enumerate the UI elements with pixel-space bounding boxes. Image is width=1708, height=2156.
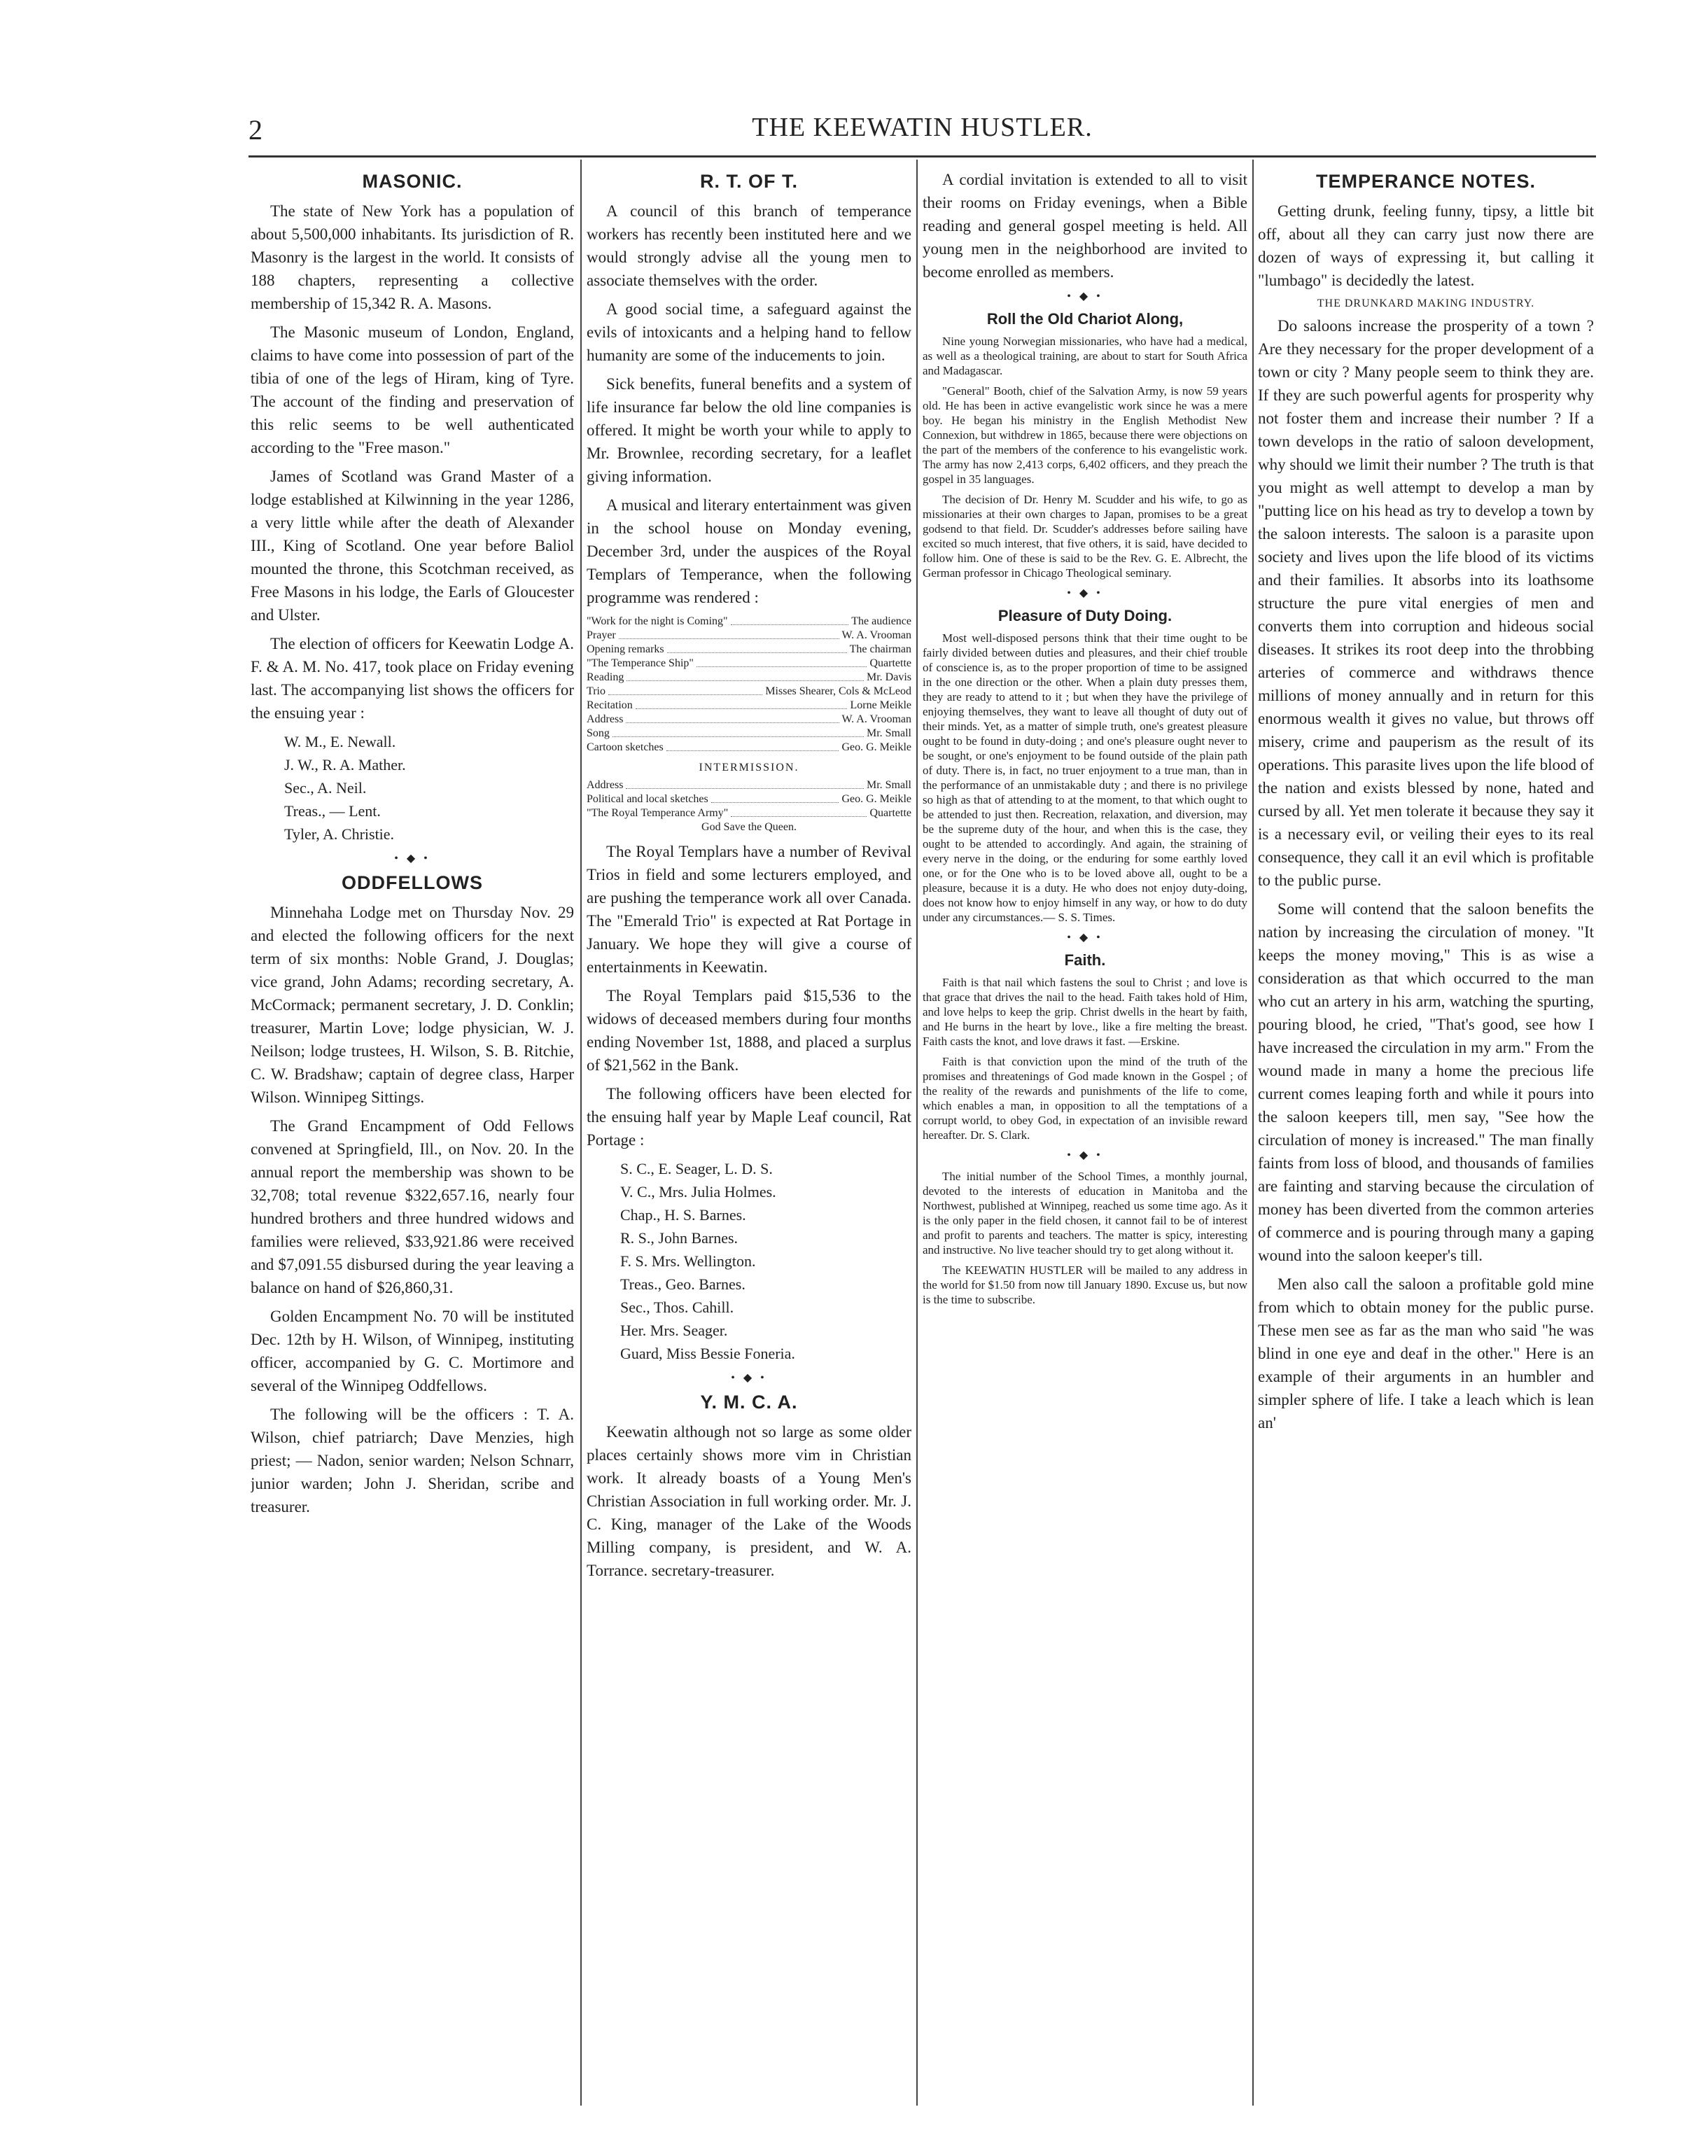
article-paragraph: Keewatin although not so large as some older places certainly shows more vim in Christian work. It already boasts of a Young Men's Christian Association in full working order. Mr. J. C. King, manager of the Lake of the Woods Milling company, is president, and W. A. Torrance. secretary-treasurer. — [587, 1423, 911, 1579]
programme-item: Trio Misses Shearer, Cols & McLeod — [587, 685, 911, 697]
article-paragraph: The KEEWATIN HUSTLER will be mailed to any address in the world for $1.50 from now till January 1890. Excuse us, but now is the time to subscribe. — [923, 1264, 1247, 1306]
officer-item: V. C., Mrs. Julia Holmes. — [620, 1183, 776, 1200]
article-paragraph: "General" Booth, chief of the Salvation Army, is now 59 years old. He has been in active evangelistic work since he was a mere boy. He began his ministry in the English Methodist New Connexion, but withdrew in 1865, because there were objections on the part of the members of the conference to his evangelistic work. The army has now 2,413 corps, 6,402 officers, and they preach the gospel in 35 languages. — [923, 384, 1247, 486]
officer-item: Treas., — Lent. — [284, 802, 381, 820]
column-4 — [1258, 168, 1594, 2100]
programme-item: Address W. A. Vrooman — [587, 713, 911, 725]
officer-item: S. C., E. Seager, L. D. S. — [620, 1160, 773, 1177]
officer-item: J. W., R. A. Mather. — [284, 756, 406, 774]
article-paragraph: James of Scotland was Grand Master of a lodge established at Kilwinning in the year 1286, a very little while after the death of Alexander III., King of Scotland. One year before Baliol mounted the throne, this Scotchman received, as Free Masons in his lodge, the Earls of Gloucester and Ulster. — [251, 468, 574, 624]
masonic-heading: MASONIC. — [362, 171, 463, 192]
ornament-divider: • ◆ • — [1067, 290, 1103, 302]
programme-item: "The Royal Temperance Army" Quartette — [587, 807, 911, 819]
article-paragraph: The Grand Encampment of Odd Fellows convened at Springfield, Ill., on Nov. 20. In the annual report the membership was shown to be 32,708; total revenue $322,657.16, nearly four hundred brothers and three hundred widows and families were relieved, $33,921.86 were received and $7,091.55 disbursed during the year leaving a balance on hand of $26,860,31. — [251, 1117, 574, 1296]
paper-title: THE KEEWATIN HUSTLER. — [752, 113, 1093, 142]
column-rule — [1252, 160, 1254, 2106]
article-paragraph: Getting drunk, feeling funny, tipsy, a little bit off, about all they can carry just now there are dozen of ways of expressing it, but calling it "lumbago" is decidedly the latest. — [1258, 202, 1594, 289]
column-3 — [923, 168, 1247, 2100]
column-2 — [587, 168, 911, 2100]
article-paragraph: The state of New York has a population of about 5,500,000 inhabitants. Its jurisdiction of R. Masonry is the largest in the world. It consists of 188 chapters, representing a collective membership of 15,342 R. A. Masons. — [251, 202, 574, 312]
officer-item: Her. Mrs. Seager. — [620, 1322, 728, 1339]
ornament-divider: • ◆ • — [1067, 932, 1103, 944]
officer-item: F. S. Mrs. Wellington. — [620, 1252, 756, 1270]
article-paragraph: Sick benefits, funeral benefits and a system of life insurance far below the old line companies is offered. It might be worth your while to apply to Mr. Brownlee, recording secretary, for a leaflet giving information. — [587, 375, 911, 485]
officer-item: Guard, Miss Bessie Foneria. — [620, 1345, 795, 1362]
article-paragraph: Faith is that conviction upon the mind of the truth of the promises and threatenings of God made known in the Gospel ; of the reality of the rewards and punishments of the life to come, which enables a man, in opposition to all the temptations of a corrupt world, to obey God, in expectation of an invisible reward hereafter. Dr. S. Clark. — [923, 1055, 1247, 1142]
officer-item: Sec., A. Neil. — [284, 779, 367, 797]
article-paragraph: The initial number of the School Times, a monthly journal, devoted to the interests of education in Manitoba and the Northwest, published at Winnipeg, reached us some time ago. As it is the only paper in the field chosen, it cannot fail to be of interest and profit to parents and teachers. The matter is spicy, interesting and instructive. No live teacher should try to get along without it. — [923, 1170, 1247, 1256]
programme-item: Reading Mr. Davis — [587, 671, 911, 683]
pleasure-heading: Pleasure of Duty Doing. — [997, 607, 1172, 624]
officer-item: R. S., John Barnes. — [620, 1229, 738, 1247]
article-paragraph: The following officers have been elected for the ensuing half year by Maple Leaf council, Rat Portage : — [587, 1085, 911, 1149]
article-paragraph: Do saloons increase the prosperity of a town ? Are they necessary for the proper development of a town or city ? Many people seem to think they are. If they are such powerful agents for prosperity why not foster them and increase their number ? If a town develops in the ratio of saloon development, why should we limit their number ? The truth is that you might as well attempt to develop a man by "putting lice on his head as try to develop a town by the saloon interests. The saloon is a parasite upon society and lives upon the life blood of its victims and their families. It absorbs into its loathsome structure the pure vital energies of men and converts them into corruption and hideous social diseases. It strikes its root deep into the throbbing arteries of commerce and withdraws thence millions of money annually and in return for this enormous wealth it gives no value, but throws off misery, crime and pauperism as the result of its operations. This parasite lives upon the life blood of the nation and exists blessed by none, hated and cursed by all. Yet men tolerate it because they say it is a necessary evil, or veiling their eyes to its real consequence, they call it an evil which is profitable to the public purse. — [1258, 317, 1594, 889]
programme-item: Prayer W. A. Vrooman — [587, 629, 911, 641]
article-paragraph: The following will be the officers : T. A. Wilson, chief patriarch; Dave Menzies, high priest; — Nadon, senior warden; Nelson Schnarr, junior warden; John J. Sheridan, scribe and treasurer. — [251, 1406, 574, 1516]
programme-item: Recitation Lorne Meikle — [587, 699, 911, 711]
article-paragraph: The Royal Templars paid $15,536 to the widows of deceased members during four months ending November 1st, 1888, and placed a surplus of $21,562 in the Bank. — [587, 987, 911, 1074]
programme-closing: God Save the Queen. — [701, 821, 797, 833]
programme-item: "Work for the night is Coming" The audience — [587, 615, 911, 627]
intermission-label: INTERMISSION. — [699, 762, 799, 774]
oddfellows-heading: ODDFELLOWS — [342, 872, 483, 893]
column-rule — [580, 160, 582, 2106]
header-rule — [248, 155, 1596, 158]
article-paragraph: A council of this branch of temperance workers has recently been instituted here and we would strongly advise all the young men to associate themselves with the order. — [587, 202, 911, 289]
programme-item: Cartoon sketches Geo. G. Meikle — [587, 741, 911, 753]
article-paragraph: A musical and literary entertainment was given in the school house on Monday evening, December 3rd, under the auspices of the Royal Templars of Temperance, when the following programme was rendered : — [587, 496, 911, 606]
article-paragraph: A cordial invitation is extended to all to visit their rooms on Friday evenings, when a Bible reading and general gospel meeting is held. All young men in the neighborhood are invited to become enrolled as members. — [923, 171, 1247, 281]
ornament-divider: • ◆ • — [394, 853, 430, 864]
programme-list-2 — [587, 778, 911, 834]
article-paragraph: The Masonic museum of London, England, claims to have come into possession of part of the tibia of one of the legs of Hiram, king of Tyre. The account of the finding and preservation of this relic seems to be well authenticated according to the "Free mason." — [251, 323, 574, 456]
ornament-divider: • ◆ • — [731, 1372, 767, 1384]
officer-item: W. M., E. Newall. — [284, 733, 396, 750]
rtt-heading: R. T. OF T. — [699, 171, 798, 192]
column-rule — [916, 160, 918, 2106]
programme-item: Song Mr. Small — [587, 727, 911, 739]
article-paragraph: Men also call the saloon a profitable gold mine from which to obtain money for the public purse. These men see as far as the man who said "he was blind in one eye and deaf in the other." Here is an example of their arguments in an humbler and simpler sphere of life. I take a leach which is lean an' — [1258, 1275, 1594, 1432]
article-paragraph: The election of officers for Keewatin Lodge A. F. & A. M. No. 417, took place on Friday evening last. The accompanying list shows the officers for the ensuing year : — [251, 635, 574, 722]
article-paragraph: Faith is that nail which fastens the soul to Christ ; and love is that grace that drives the nail to the head. Faith takes hold of Him, and love helps to keep the grip. Christ dwells in the heart by faith, and He burns in the heart by love., like a fire melting the breast. Faith casts the knot, and love draws it fast. —Erskine. — [923, 976, 1247, 1048]
article-paragraph: Nine young Norwegian missionaries, who have had a medical, as well as a theological training, are about to start for South Africa and Madagascar. — [923, 335, 1247, 377]
faith-heading: Faith. — [1064, 951, 1106, 969]
ornament-divider: • ◆ • — [1067, 1149, 1103, 1161]
article-paragraph: Some will contend that the saloon benefits the nation by increasing the circulation of money. "It keeps the money moving," This is as wise a consideration as that which occurred to the man who cut an artery in his arm, watching the spurting, pouring blood, he cried, "That's good, see how I have increased the circulation in my arm." From the wound made in many a home the precious life current comes leaping forth and while it pours into the saloon keepers till, men say, "See how the circulation of money is increased." The man finally faints from loss of blood, and thousands of families are fainting and starving because the circulation of money has been diverted from the common arteries of commerce and is pouring through many a gaping wound into the saloon keeper's till. — [1258, 900, 1594, 1264]
officer-item: Tyler, A. Christie. — [284, 825, 395, 843]
page-header — [248, 105, 1596, 147]
officer-item: Sec., Thos. Cahill. — [620, 1298, 734, 1316]
article-paragraph: A good social time, a safeguard against the evils of intoxicants and a helping hand to fellow humanity are some of the inducements to join. — [587, 300, 911, 364]
programme-item: "The Temperance Ship" Quartette — [587, 657, 911, 669]
article-paragraph: The Royal Templars have a number of Revival Trios in field and some lecturers employed, and are pushing the temperance work all over Canada. The "Emerald Trio" is expected at Rat Portage in January. We hope they will give a course of entertainments in Keewatin. — [587, 843, 911, 976]
temperance-heading: TEMPERANCE NOTES. — [1315, 171, 1536, 192]
officer-list — [251, 730, 574, 846]
subheading: THE DRUNKARD MAKING INDUSTRY. — [1317, 298, 1535, 309]
article-paragraph: Golden Encampment No. 70 will be instituted Dec. 12th by H. Wilson, of Winnipeg, instituting officer, accompanied by G. C. Mortimore and several of the Winnipeg Oddfellows. — [251, 1308, 574, 1394]
officer-item: Treas., Geo. Barnes. — [620, 1275, 746, 1293]
article-paragraph: The decision of Dr. Henry M. Scudder and his wife, to go as missionaries at their own charges to Japan, promises to be a great godsend to that field. Dr. Scudder's addresses before sailing have excited so much interest, that five others, it is said, have decided to follow him. One of these is said to be the Rev. G. E. Albrecht, the German professor in Chicago Theological seminary. — [923, 493, 1247, 580]
article-paragraph: Minnehaha Lodge met on Thursday Nov. 29 and elected the following officers for the next term of six months: Noble Grand, J. Douglas; vice grand, John Adams; recording secretary, A. McCormack; permanent secretary, J. D. Conklin; treasurer, Martin Love; lodge physician, W. J. Neilson; lodge trustees, H. Wilson, S. B. Ritchie, C. W. Bradshaw; captain of degree class, Harper Wilson. Winnipeg Sittings. — [251, 904, 574, 1106]
officer-list — [587, 1157, 911, 1365]
ornament-divider: • ◆ • — [1067, 587, 1103, 599]
programme-list — [587, 615, 911, 755]
programme-item: Political and local sketches Geo. G. Meikle — [587, 793, 911, 805]
programme-item: Opening remarks The chairman — [587, 643, 911, 655]
column-1 — [251, 168, 574, 2100]
chariot-heading: Roll the Old Chariot Along, — [986, 310, 1184, 328]
article-paragraph: Most well-disposed persons think that their time ought to be fairly divided between duties and pleasures, and their chief trouble of conscience is, as to the proper proportion of time to be assigned in the one direction or the other. When a plain duty presses them, they are ready to attend to it ; but when they have the privilege of enjoying themselves, they want to leave all thought of duty out of their minds. Yet, as a matter of simple truth, one's greatest pleasure ought to be found in duty-doing ; and one's pleasure ought never to be sought, or one's enjoyment to be found outside of the plain path of duty. There is, in fact, no truer enjoyment to a true man, than in the performance of an unmistakable duty ; and there is no privilege so high as that of attending to at the moment, to that which ought to be attended to just then. Recreation, relaxation, and diversion, may be the supreme duty of the hour, and when this is the case, they ought to be attended to accordingly. And again, the straining of every nerve in the doing, or the enduring for some earthly loved one, or for the One who is to be loved above all, ought to be a pleasure, because it is a duty. He who does not enjoy duty-doing, does not know how to enjoy himself in any way, or how to do duty under any circumstances.— S. S. Times. — [923, 631, 1247, 924]
page-number: 2 — [248, 114, 262, 146]
ymca-heading: Y. M. C. A. — [700, 1392, 798, 1413]
programme-item: Address Mr. Small — [587, 779, 911, 791]
officer-item: Chap., H. S. Barnes. — [620, 1206, 746, 1224]
